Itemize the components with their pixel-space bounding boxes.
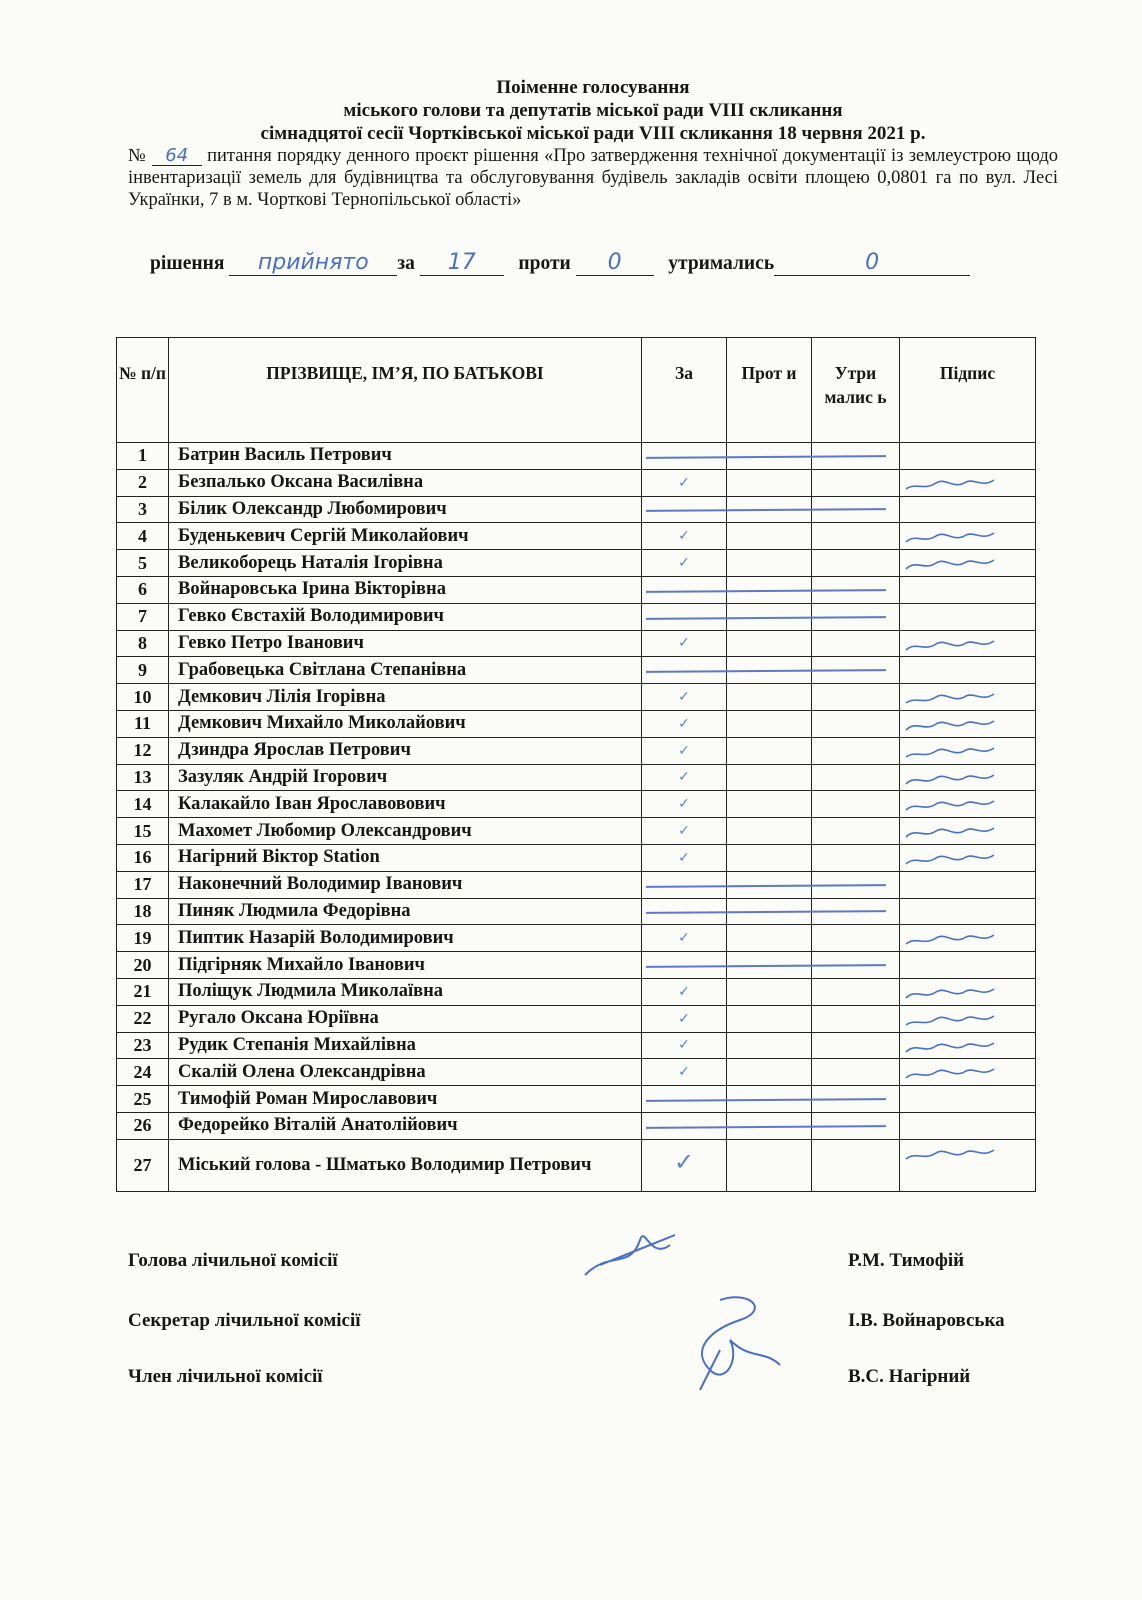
deputy-name: Рудик Степанія Михайлівна — [169, 1032, 642, 1059]
table-row — [117, 844, 1036, 871]
vote-abstained-cell — [812, 550, 900, 577]
vote-for-cell — [642, 469, 727, 496]
row-number: 1 — [117, 443, 169, 470]
vote-abstained-cell — [812, 764, 900, 791]
against-count: 0 — [576, 253, 654, 276]
deputy-name: Гевко Євстахій Володимирович — [169, 603, 642, 630]
agenda-question — [128, 145, 1058, 211]
vote-for-cell — [642, 978, 727, 1005]
deputy-name: Великоборець Наталія Ігорівна — [169, 550, 642, 577]
table-row — [117, 443, 1036, 470]
check-mark-icon: ✓ — [678, 1064, 690, 1081]
vote-abstained-cell — [812, 818, 900, 845]
vote-results — [150, 250, 970, 276]
table-row — [117, 576, 1036, 603]
table-row — [117, 550, 1036, 577]
vote-for-cell — [642, 844, 727, 871]
deputy-name: Пиптик Назарій Володимирович — [169, 925, 642, 952]
member-signature-scribble — [680, 1290, 790, 1400]
vote-for-cell — [642, 1112, 727, 1139]
row-number: 22 — [117, 1005, 169, 1032]
signature-cell — [900, 1005, 1036, 1032]
check-mark-icon: ✓ — [678, 823, 690, 840]
table-row — [117, 603, 1036, 630]
row-number: 4 — [117, 523, 169, 550]
footer-secretary — [128, 1310, 1028, 1332]
footer-name: І.В. Войнаровська — [848, 1310, 1005, 1331]
title-line-3: сімнадцятої сесії Чортківської міської ради VIII скликання 18 червня 2021 р. — [260, 123, 926, 144]
vote-for-cell — [642, 1059, 727, 1086]
signature-cell — [900, 710, 1036, 737]
vote-abstained-cell — [812, 1005, 900, 1032]
against-label: проти — [518, 253, 571, 274]
row-number: 14 — [117, 791, 169, 818]
row-number: 25 — [117, 1086, 169, 1113]
chair-signature-scribble — [580, 1220, 680, 1290]
deputy-name: Дзиндра Ярослав Петрович — [169, 737, 642, 764]
check-mark-icon: ✓ — [678, 983, 690, 1000]
table-row — [117, 818, 1036, 845]
check-mark-icon: ✓ — [678, 474, 690, 491]
signature-scribble — [904, 691, 996, 705]
row-number: 23 — [117, 1032, 169, 1059]
signature-cell — [900, 523, 1036, 550]
vote-abstained-cell — [812, 925, 900, 952]
row-number: 3 — [117, 496, 169, 523]
signature-cell — [900, 925, 1036, 952]
vote-for-cell — [642, 1005, 727, 1032]
table-row — [117, 925, 1036, 952]
header-for: За — [642, 338, 727, 443]
signature-cell — [900, 898, 1036, 925]
deputy-name: Махомет Любомир Олександрович — [169, 818, 642, 845]
footer-role: Член лічильної комісії — [128, 1366, 323, 1387]
signature-cell — [900, 871, 1036, 898]
abstained-label: утримались — [668, 253, 775, 274]
signature-scribble — [904, 530, 996, 544]
vote-abstained-cell — [812, 844, 900, 871]
row-number: 7 — [117, 603, 169, 630]
vote-abstained-cell — [812, 684, 900, 711]
row-number: 10 — [117, 684, 169, 711]
vote-for-cell — [642, 818, 727, 845]
vote-abstained-cell — [812, 1032, 900, 1059]
row-number: 21 — [117, 978, 169, 1005]
table-row — [117, 630, 1036, 657]
table-row — [117, 1005, 1036, 1032]
footer-member — [128, 1366, 1028, 1388]
title-line-1: Поіменне голосування — [496, 77, 690, 98]
vote-abstained-cell — [812, 630, 900, 657]
vote-for-cell — [642, 684, 727, 711]
table-row — [117, 1139, 1036, 1191]
deputy-name: Наконечний Володимир Іванович — [169, 871, 642, 898]
row-number: 5 — [117, 550, 169, 577]
table-row — [117, 469, 1036, 496]
table-row — [117, 657, 1036, 684]
check-mark-icon: ✓ — [678, 1010, 690, 1027]
row-number: 19 — [117, 925, 169, 952]
signature-cell — [900, 737, 1036, 764]
row-number: 20 — [117, 952, 169, 979]
deputy-name: Тимофій Роман Мирославович — [169, 1086, 642, 1113]
signature-cell — [900, 764, 1036, 791]
signature-cell — [900, 791, 1036, 818]
vote-for-cell — [642, 1086, 727, 1113]
table-row — [117, 978, 1036, 1005]
signature-cell — [900, 550, 1036, 577]
signature-scribble — [904, 477, 996, 491]
row-number: 2 — [117, 469, 169, 496]
signature-cell — [900, 443, 1036, 470]
deputy-name: Буденькевич Сергій Миколайович — [169, 523, 642, 550]
deputy-name: Грабовецька Світлана Степанівна — [169, 657, 642, 684]
vote-for-cell — [642, 496, 727, 523]
roll-call-table — [116, 337, 1036, 1192]
vote-for-cell — [642, 737, 727, 764]
vote-for-cell — [642, 925, 727, 952]
deputy-name: Войнаровська Ірина Вікторівна — [169, 576, 642, 603]
signature-cell — [900, 952, 1036, 979]
signature-scribble — [904, 557, 996, 571]
vote-for-cell — [642, 603, 727, 630]
vote-against-cell — [727, 925, 812, 952]
signature-scribble — [904, 986, 996, 1000]
vote-abstained-cell — [812, 978, 900, 1005]
vote-for-cell — [642, 710, 727, 737]
vote-against-cell — [727, 1005, 812, 1032]
signature-cell — [900, 496, 1036, 523]
vote-abstained-cell — [812, 523, 900, 550]
vote-for-cell — [642, 550, 727, 577]
vote-against-cell — [727, 764, 812, 791]
table-row — [117, 737, 1036, 764]
signature-scribble — [904, 852, 996, 866]
table-row — [117, 764, 1036, 791]
signature-cell — [900, 818, 1036, 845]
vote-abstained-cell — [812, 710, 900, 737]
document-header — [128, 76, 1058, 211]
signature-cell — [900, 1059, 1036, 1086]
vote-against-cell — [727, 684, 812, 711]
check-mark-icon: ✓ — [678, 796, 690, 813]
decision-label: рішення — [150, 253, 225, 274]
vote-against-cell — [727, 550, 812, 577]
deputy-name: Міський голова - Шматько Володимир Петрович — [169, 1139, 642, 1191]
vote-abstained-cell — [812, 1059, 900, 1086]
header-name: ПРІЗВИЩЕ, ІМ’Я, ПО БАТЬКОВІ — [169, 338, 642, 443]
signature-scribble — [904, 1147, 996, 1161]
deputy-name: Пиняк Людмила Федорівна — [169, 898, 642, 925]
signature-scribble — [904, 1066, 996, 1080]
signature-cell — [900, 684, 1036, 711]
table-row — [117, 1112, 1036, 1139]
check-mark-icon: ✓ — [678, 715, 690, 732]
footer-role: Голова лічильної комісії — [128, 1250, 338, 1271]
check-mark-icon: ✓ — [678, 689, 690, 706]
row-number: 17 — [117, 871, 169, 898]
table-row — [117, 1086, 1036, 1113]
signature-scribble — [904, 825, 996, 839]
header-signature: Підпис — [900, 338, 1036, 443]
vote-for-cell — [642, 898, 727, 925]
for-label: за — [397, 253, 415, 274]
vote-for-cell — [642, 791, 727, 818]
vote-against-cell — [727, 1059, 812, 1086]
row-number: 6 — [117, 576, 169, 603]
title-line-2: міського голови та депутатів міської ради VIII скликання — [343, 100, 843, 121]
table-row — [117, 710, 1036, 737]
table-row — [117, 1032, 1036, 1059]
vote-for-cell — [642, 871, 727, 898]
deputy-name: Білик Олександр Любомирович — [169, 496, 642, 523]
header-num: № п/п — [117, 338, 169, 443]
row-number: 12 — [117, 737, 169, 764]
vote-against-cell — [727, 978, 812, 1005]
vote-against-cell — [727, 523, 812, 550]
table-row — [117, 684, 1036, 711]
check-mark-icon: ✓ — [678, 555, 690, 572]
vote-against-cell — [727, 844, 812, 871]
signature-cell — [900, 603, 1036, 630]
footer-role: Секретар лічильної комісії — [128, 1310, 361, 1331]
row-number: 24 — [117, 1059, 169, 1086]
signature-scribble — [904, 772, 996, 786]
deputy-name: Гевко Петро Іванович — [169, 630, 642, 657]
question-text: питання порядку денного проєкт рішення «Про затвердження технічної документації із землеустрою щодо інвентаризації земель для будівництва та обслуговування будівель закладів освіти площею 0,0801 га по вул. Лесі Українки, 7 в м. Чорткові Тернопільської області» — [128, 146, 1059, 210]
signature-cell — [900, 978, 1036, 1005]
vote-against-cell — [727, 1139, 812, 1191]
check-mark-icon: ✓ — [678, 849, 690, 866]
vote-for-cell — [642, 576, 727, 603]
vote-for-cell — [642, 443, 727, 470]
vote-against-cell — [727, 818, 812, 845]
row-number: 13 — [117, 764, 169, 791]
signature-cell — [900, 1139, 1036, 1191]
table-row — [117, 1059, 1036, 1086]
deputy-name: Ругало Оксана Юріївна — [169, 1005, 642, 1032]
deputy-name: Зазуляк Андрій Ігорович — [169, 764, 642, 791]
table-row — [117, 952, 1036, 979]
footer-name: В.С. Нагірний — [848, 1366, 971, 1387]
row-number: 9 — [117, 657, 169, 684]
signature-cell — [900, 1112, 1036, 1139]
header-abstained: Утри малис ь — [812, 338, 900, 443]
question-number: 64 — [152, 147, 202, 166]
vote-abstained-cell — [812, 1139, 900, 1191]
signature-scribble — [904, 745, 996, 759]
deputy-name: Демкович Михайло Миколайович — [169, 710, 642, 737]
deputy-name: Підгірняк Михайло Іванович — [169, 952, 642, 979]
deputy-name: Безпалько Оксана Василівна — [169, 469, 642, 496]
check-mark-icon: ✓ — [678, 528, 690, 545]
vote-for-cell — [642, 764, 727, 791]
signature-cell — [900, 1086, 1036, 1113]
signature-cell — [900, 630, 1036, 657]
row-number: 11 — [117, 710, 169, 737]
deputy-name: Калакайло Іван Ярославовович — [169, 791, 642, 818]
check-mark-icon: ✓ — [673, 1148, 695, 1177]
signature-cell — [900, 844, 1036, 871]
table-row — [117, 791, 1036, 818]
table-row — [117, 871, 1036, 898]
question-prefix: № — [128, 146, 147, 166]
signature-scribble — [904, 798, 996, 812]
check-mark-icon: ✓ — [678, 930, 690, 947]
vote-abstained-cell — [812, 469, 900, 496]
vote-for-cell — [642, 1139, 727, 1191]
table-row — [117, 523, 1036, 550]
deputy-name: Поліщук Людмила Миколаївна — [169, 978, 642, 1005]
footer-chair — [128, 1250, 1028, 1272]
row-number: 15 — [117, 818, 169, 845]
vote-abstained-cell — [812, 791, 900, 818]
vote-against-cell — [727, 1032, 812, 1059]
vote-against-cell — [727, 791, 812, 818]
signature-scribble — [904, 1013, 996, 1027]
signature-cell — [900, 469, 1036, 496]
check-mark-icon: ✓ — [678, 769, 690, 786]
deputy-name: Федорейко Віталій Анатолійович — [169, 1112, 642, 1139]
for-count: 17 — [420, 253, 504, 276]
deputy-name: Скалій Олена Олександрівна — [169, 1059, 642, 1086]
signature-scribble — [904, 932, 996, 946]
signature-cell — [900, 657, 1036, 684]
signature-scribble — [904, 638, 996, 652]
row-number: 27 — [117, 1139, 169, 1191]
header-against: Прот и — [727, 338, 812, 443]
vote-for-cell — [642, 952, 727, 979]
signature-cell — [900, 576, 1036, 603]
signature-scribble — [904, 1040, 996, 1054]
vote-against-cell — [727, 710, 812, 737]
vote-for-cell — [642, 523, 727, 550]
abstained-count: 0 — [774, 253, 970, 276]
row-number: 18 — [117, 898, 169, 925]
vote-for-cell — [642, 657, 727, 684]
table-row — [117, 898, 1036, 925]
vote-against-cell — [727, 630, 812, 657]
footer-name: Р.М. Тимофій — [848, 1250, 965, 1271]
row-number: 16 — [117, 844, 169, 871]
row-number: 26 — [117, 1112, 169, 1139]
deputy-name: Нагірний Віктор Station — [169, 844, 642, 871]
vote-against-cell — [727, 737, 812, 764]
deputy-name: Батрин Василь Петрович — [169, 443, 642, 470]
check-mark-icon: ✓ — [678, 635, 690, 652]
signature-cell — [900, 1032, 1036, 1059]
vote-against-cell — [727, 469, 812, 496]
vote-for-cell — [642, 630, 727, 657]
deputy-name: Демкович Лілія Ігорівна — [169, 684, 642, 711]
check-mark-icon: ✓ — [678, 742, 690, 759]
decision-value: прийнято — [229, 253, 397, 276]
vote-abstained-cell — [812, 737, 900, 764]
row-number: 8 — [117, 630, 169, 657]
signature-scribble — [904, 718, 996, 732]
vote-for-cell — [642, 1032, 727, 1059]
table-header-row — [117, 338, 1036, 443]
check-mark-icon: ✓ — [678, 1037, 690, 1054]
table-row — [117, 496, 1036, 523]
